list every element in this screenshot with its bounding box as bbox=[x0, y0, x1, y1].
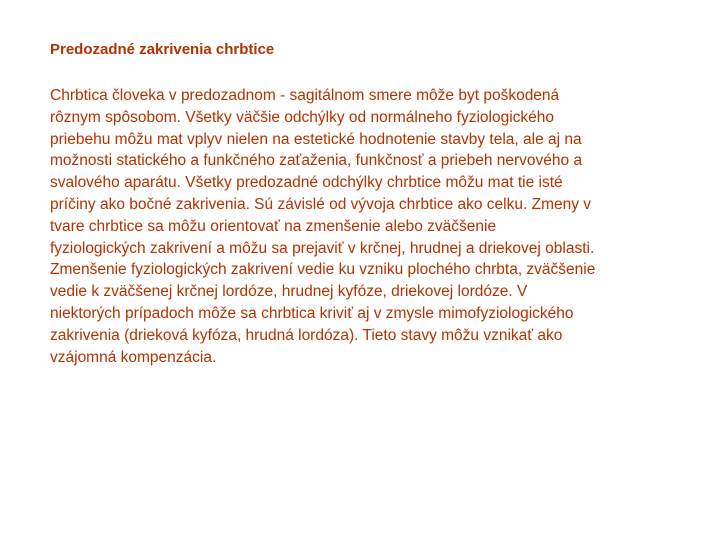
paragraph-line: rôznym spôsobom. Všetky väčšie odchýlky od normálneho fyziologického bbox=[50, 108, 554, 126]
paragraph-line: možnosti statického a funkčného zaťaženia, funkčnosť a priebeh nervového a bbox=[50, 152, 583, 170]
slide-title: Predozadné zakrivenia chrbtice bbox=[50, 41, 275, 58]
paragraph-line: zakrivenia (drieková kyfóza, hrudná lordóza). Tieto stavy môžu vznikať ako bbox=[50, 326, 563, 344]
paragraph-line: svalového aparátu. Všetky predozadné odchýlky chrbtice môžu mat tie isté bbox=[50, 174, 563, 192]
paragraph-line: vzájomná kompenzácia. bbox=[50, 348, 217, 366]
slide-paragraph bbox=[50, 85, 690, 368]
paragraph-line: Chrbtica človeka v predozadnom - sagitálnom smere môže byt poškodená bbox=[50, 87, 560, 104]
paragraph-line: vedie k zväčšenej krčnej lordóze, hrudnej kyfóze, driekovej lordóze. V bbox=[50, 283, 528, 301]
paragraph-line: tvare chrbtice sa môžu orientovať na zmenšenie alebo zväčšenie bbox=[50, 217, 497, 235]
paragraph-line: priebehu môžu mat vplyv nielen na estetické hodnotenie stavby tela, ale aj na bbox=[50, 130, 582, 148]
paragraph-line: fyziologických zakrivení a môžu sa prejaviť v krčnej, hrudnej a driekovej oblasti. bbox=[50, 239, 595, 257]
paragraph-line: Zmenšenie fyziologických zakrivení vedie ku vzniku plochého chrbta, zväčšenie bbox=[50, 261, 596, 279]
paragraph-line: niektorých prípadoch môže sa chrbtica kriviť aj v zmysle mimofyziologického bbox=[50, 304, 574, 322]
paragraph-line: príčiny ako bočné zakrivenia. Sú závislé od vývoja chrbtice ako celku. Zmeny v bbox=[50, 195, 592, 213]
